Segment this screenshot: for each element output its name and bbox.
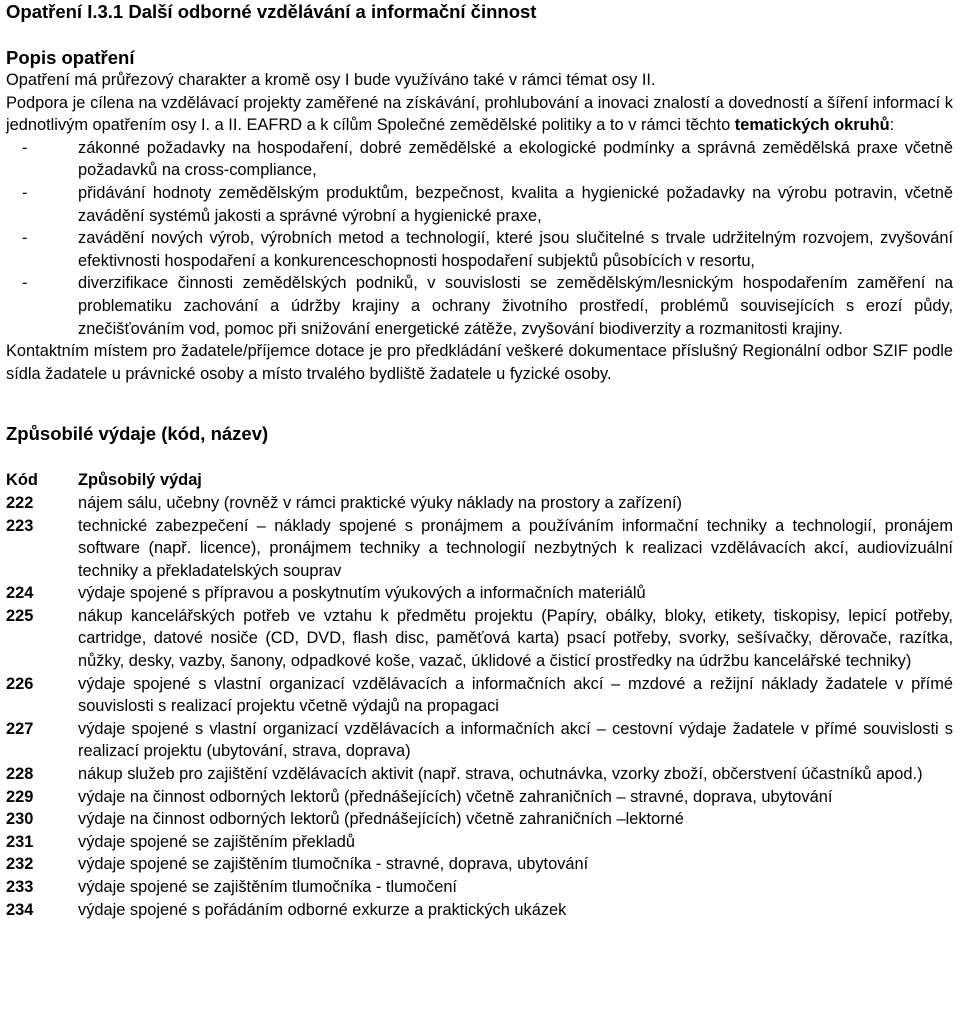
cost-code: 232 bbox=[6, 855, 34, 874]
cost-desc: výdaje spojené s přípravou a poskytnutím výukových a informačních materiálů bbox=[78, 584, 646, 603]
cost-code: 222 bbox=[6, 493, 34, 512]
topic-text: zavádění nových výrob, výrobních metod a technologií, které jsou slučitelné s trvale udržitelným rozvojem, zvyšování efektivnosti hospodaření a konkurenceschopnosti hospodaření subjektů působících v resortu, bbox=[78, 229, 953, 270]
table-row bbox=[6, 786, 953, 809]
table-row bbox=[6, 899, 953, 922]
cost-desc: technické zabezpečení – náklady spojené s pronájmem a používáním informační techniky a technologií, pronájem software (např. licence), pronájmem techniky a technologií nezbytných k realizaci vzdělávacích akcí, audiovizuální techniky a překladatelských souprav bbox=[78, 516, 953, 580]
cost-desc: výdaje spojené s pořádáním odborné exkurze a praktických ukázek bbox=[78, 900, 567, 919]
cost-code: 228 bbox=[6, 765, 34, 784]
costs-heading: Způsobilé výdaje (kód, název) bbox=[6, 423, 269, 445]
cost-code: 226 bbox=[6, 674, 34, 693]
intro-paragraph-1: Opatření má průřezový charakter a kromě osy I bude využíváno také v rámci témat osy II. bbox=[6, 71, 656, 89]
dash-bullet: - bbox=[22, 229, 28, 248]
cost-desc: výdaje spojené se zajištěním tlumočníka - stravné, doprava, ubytování bbox=[78, 855, 589, 874]
document-title: Opatření I.3.1 Další odborné vzdělávání a informační činnost bbox=[6, 1, 537, 22]
cost-desc: výdaje na činnost odborných lektorů (přednášejících) včetně zahraničních – stravné, doprava, ubytování bbox=[78, 787, 833, 806]
cost-desc: výdaje spojené se zajištěním překladů bbox=[78, 832, 355, 851]
topic-text: zákonné požadavky na hospodaření, dobré zemědělské a ekologické podmínky a správná zemědělská praxe včetně požadavků na cross-compliance, bbox=[78, 138, 953, 180]
popis-heading: Popis opatření bbox=[6, 47, 135, 68]
table-row bbox=[6, 582, 953, 605]
topics-list bbox=[6, 137, 953, 340]
contact-paragraph: Kontaktním místem pro žadatele/příjemce dotace je pro předkládání veškeré dokumentace příslušný Regionální odbor SZIF podle sídla žadatele u právnické osoby a místo trvalého bydliště žadatele u fyzické osoby. bbox=[6, 342, 953, 383]
intro-text: Podpora je cílena na vzdělávací projekty zaměřené na získávání, prohlubování a inovaci znalostí a dovedností a šíření informací k jednotlivým opatřením osy I. a II. EAFRD a k cílům Společné zemědělské politiky a to v rámci těchto bbox=[6, 93, 953, 135]
table-row bbox=[6, 605, 953, 673]
topic-text: přidávání hodnoty zemědělským produktům, bezpečnost, kvalita a hygienické požadavky na výrobu potravin, včetně zavádění systémů jakosti a správné výrobní a hygienické praxe, bbox=[78, 183, 953, 225]
cost-code: 231 bbox=[6, 832, 34, 851]
cost-code: 224 bbox=[6, 584, 34, 603]
cost-code: 227 bbox=[6, 719, 34, 738]
cost-desc: výdaje spojené s vlastní organizací vzdělávacích a informačních akcí – cestovní výdaje žadatele v přímé souvislosti s realizací projektu (ubytování, strava, doprava) bbox=[78, 719, 953, 761]
topic-text: diverzifikace činnosti zemědělských podniků, v souvislosti se zemědělským/lesnickým hospodařením zaměření na problematiku zachování a údržby krajiny a ochrany životního prostředí, problémů souvisejících s erozí půdy, znečišťováním vod, pomoc při snižování energetické zátěže, zvyšování biodiverzity a rozmanitosti krajiny. bbox=[78, 274, 953, 338]
cost-code: 234 bbox=[6, 900, 34, 919]
intro-bold-topics: tematických okruhů bbox=[734, 116, 890, 135]
dash-bullet: - bbox=[22, 183, 28, 202]
table-row bbox=[6, 515, 953, 583]
table-row bbox=[6, 673, 953, 718]
cost-desc: nájem sálu, učebny (rovněž v rámci praktické výuky náklady na prostory a zařízení) bbox=[78, 493, 682, 512]
desc-column-header: Způsobilý výdaj bbox=[78, 471, 202, 490]
table-row bbox=[6, 876, 953, 899]
table-row bbox=[6, 831, 953, 854]
cost-desc: nákup kancelářských potřeb ve vztahu k předmětu projektu (Papíry, obálky, bloky, etikety, tiskopisy, lepicí potřeby, cartridge, datové nosiče (CD, DVD, flash disc, paměťová karta) psací potřeby, svorky, sešívačky, děrovače, razítka, nůžky, desky, vazby, šanony, odpadkové koše, vazač, úklidové a čisticí prostředky na údržbu kancelářské techniky) bbox=[78, 606, 953, 671]
table-row bbox=[6, 763, 953, 786]
intro-paragraph-2 bbox=[6, 92, 953, 137]
topic-item bbox=[6, 182, 953, 227]
cost-desc: výdaje spojené s vlastní organizací vzdělávacích a informačních akcí – mzdové a režijní náklady žadatele v přímé souvislosti s realizací projektu včetně výdajů na propagaci bbox=[78, 674, 953, 716]
topic-item bbox=[6, 227, 953, 272]
cost-desc: nákup služeb pro zajištění vzdělávacích aktivit (např. strava, ochutnávka, vzorky zboží, občerstvení účastníků apod.) bbox=[78, 765, 923, 784]
cost-code: 233 bbox=[6, 878, 34, 896]
dash-bullet: - bbox=[22, 274, 28, 293]
costs-table bbox=[6, 469, 953, 921]
code-column-header: Kód bbox=[6, 471, 38, 490]
cost-code: 229 bbox=[6, 787, 34, 806]
topic-item bbox=[6, 272, 953, 340]
cost-desc: výdaje na činnost odborných lektorů (přednášejících) včetně zahraničních –lektorné bbox=[78, 810, 684, 829]
table-row bbox=[6, 853, 953, 876]
topic-item bbox=[6, 137, 953, 182]
intro-colon: : bbox=[889, 116, 895, 135]
cost-code: 225 bbox=[6, 606, 34, 625]
table-header-row bbox=[6, 469, 953, 492]
cost-code: 230 bbox=[6, 810, 34, 829]
dash-bullet: - bbox=[22, 138, 28, 157]
table-row bbox=[6, 718, 953, 763]
table-row bbox=[6, 808, 953, 831]
cost-desc: výdaje spojené se zajištěním tlumočníka - tlumočení bbox=[78, 878, 457, 896]
cost-code: 223 bbox=[6, 516, 34, 535]
table-row bbox=[6, 492, 953, 515]
